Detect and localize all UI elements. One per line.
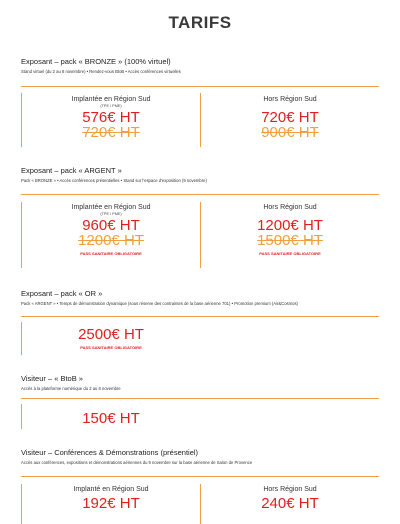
price-label: Implanté en Région Sud [73, 486, 149, 493]
section-title: Exposant – pack « OR » [21, 289, 103, 298]
section-btob [21, 374, 379, 391]
price-label: Hors Région Sud [263, 204, 317, 211]
price-current: 576€ HT [82, 109, 140, 126]
price-label: Implantée en Région Sud [71, 96, 151, 103]
price-regional [21, 204, 201, 256]
section-conferences [21, 448, 379, 465]
section-divider [21, 398, 379, 399]
section-divider [21, 476, 379, 477]
price-regional [21, 96, 201, 140]
section-divider [21, 316, 379, 317]
section-argent [21, 166, 379, 183]
price-label: Hors Région Sud [263, 486, 317, 493]
price-current: 192€ HT [82, 495, 140, 512]
price-current: 150€ HT [82, 410, 140, 427]
section-or [21, 289, 379, 306]
section-divider [21, 194, 379, 195]
price-current: 960€ HT [82, 217, 140, 234]
price-outside-region [200, 96, 380, 140]
section-description: Pack « BRONZE » • Accès conférences présentielles • Stand sur l'espace d'exposition (9 novembre) [21, 178, 207, 183]
price-outside-region [200, 486, 380, 511]
price-or [21, 325, 201, 350]
pass-sanitaire-note: PASS SANITAIRE OBLIGATOIRE [80, 345, 142, 350]
price-current: 720€ HT [261, 109, 319, 126]
price-current: 240€ HT [261, 495, 319, 512]
section-bronze [21, 57, 379, 74]
price-old: 1200€ HT [78, 232, 144, 249]
price-label: Implantée en Région Sud [71, 204, 151, 211]
price-old: 1500€ HT [257, 232, 323, 249]
section-title: Visiteur – Conférences & Démonstrations (présentiel) [21, 448, 199, 457]
pass-sanitaire-note: PASS SANITAIRE OBLIGATOIRE [259, 251, 321, 256]
page-title: TARIFS [168, 13, 232, 32]
price-current: 2500€ HT [78, 326, 144, 343]
price-sublabel: (TPE / PME) [100, 104, 122, 108]
section-description: Accès aux conférences, expositions et démonstrations aériennes du 9 novembre sur la base aérienne de Salon de Provence [21, 460, 253, 465]
price-btob [21, 409, 201, 426]
section-divider [21, 86, 379, 87]
price-label: Hors Région Sud [263, 96, 317, 103]
section-description: Pack « ARGENT » • Temps de démonstration dynamique (sous réserve des contraintes de la base aérienne 701) • Promotion premium (Air&Cosmos) [21, 301, 298, 306]
pass-sanitaire-note: PASS SANITAIRE OBLIGATOIRE [80, 251, 142, 256]
section-title: Exposant – pack « ARGENT » [21, 166, 122, 175]
price-old: 720€ HT [82, 124, 140, 141]
section-description: Stand virtuel (du 2 au 8 novembre) • Rendez-vous BtoB • Accès conférences virtuelles [21, 69, 181, 74]
section-title: Visiteur – « BtoB » [21, 374, 83, 383]
price-sublabel: (TPE / PME) [100, 212, 122, 216]
price-regional [21, 486, 201, 511]
section-title: Exposant – pack « BRONZE » (100% virtuel) [21, 57, 171, 66]
price-old: 900€ HT [261, 124, 319, 141]
section-description: Accès à la plateforme numérique du 2 au 8 novembre [21, 386, 121, 391]
price-current: 1200€ HT [257, 217, 323, 234]
price-outside-region [200, 204, 380, 256]
